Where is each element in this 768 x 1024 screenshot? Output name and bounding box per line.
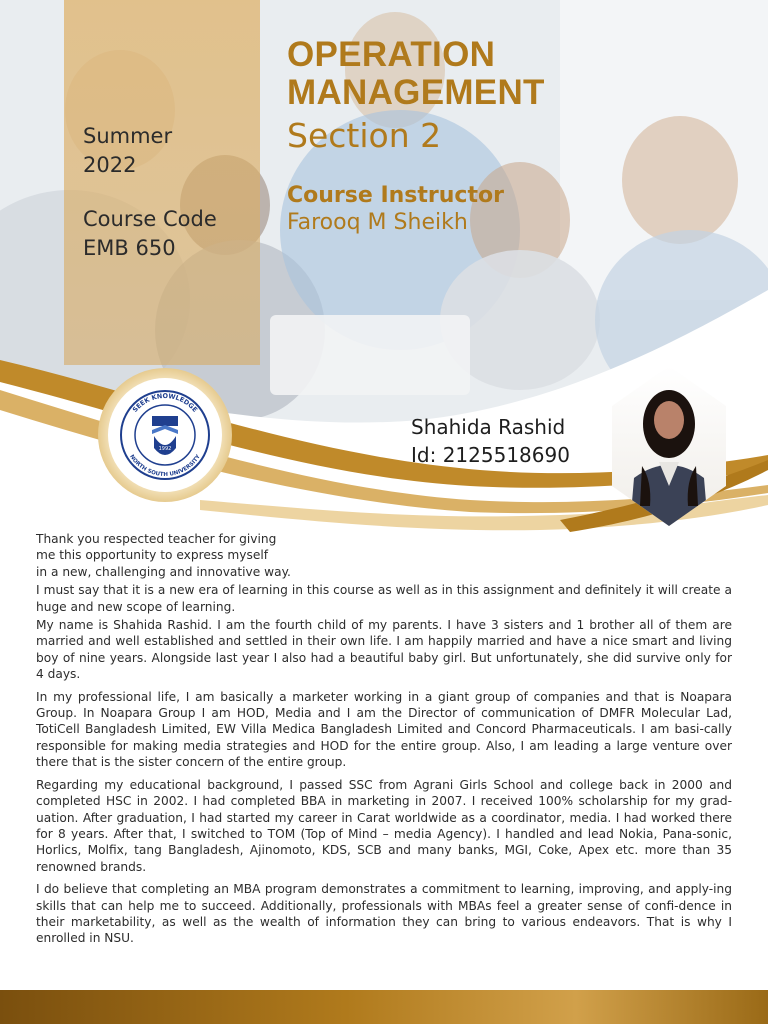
title-line-1: OPERATION (287, 35, 496, 74)
instructor-label: Course Instructor (287, 183, 504, 208)
svg-text:NORTH SOUTH UNIVERSITY: NORTH SOUTH UNIVERSITY (128, 453, 202, 479)
student-photo (612, 366, 726, 526)
intro-line: in a new, challenging and innovative way. (36, 564, 291, 579)
term: Summer (83, 124, 173, 148)
letter-body (36, 531, 732, 949)
section-label: Section 2 (287, 116, 442, 155)
paragraph-education: Regarding my educational background, I passed SSC from Agrani Girls School and college back in 2000 and completed HSC in 2002. I had completed BBA in marketing in 2007. I received 100% scholarship for my grad-uation. After graduation, I had started my career in Carat worldwide as a coordinator, media. I had worked there for 8 years. After that, I switched to TOM (Top of Mind – media Agency). I handled and lead Nokia, Pana-sonic, Horlics, Molfix, tang Bangladesh, Ajinomoto, KDS, SCB and many banks, MGI, Coke, Apex etc. more than 35 renowned brands. (36, 777, 732, 874)
portrait-icon (612, 366, 726, 526)
instructor-name: Farooq M Sheikh (287, 210, 468, 235)
title-line-2: MANAGEMENT (287, 73, 545, 112)
student-id: Id: 2125518690 (411, 443, 570, 467)
course-code-label: Course Code (83, 207, 217, 231)
paragraph-era: I must say that it is a new era of learning in this course as well as in this assignment and definitely it will create a huge and new scope of learning. (36, 583, 732, 614)
page-title (287, 36, 545, 112)
course-code: EMB 650 (83, 236, 176, 260)
intro-paragraph (36, 531, 306, 580)
university-logo (98, 368, 232, 502)
paragraph-professional: In my professional life, I am basically a marketer working in a giant group of companies and that is Noapara Group. In Noapara Group I am HOD, Media and I am the Director of communication of DMFR Molecular Lad, TotiCell Bangladesh Limited, EW Villa Medica Bangladesh Limited and Concord Pharmaceuticals. I am basi-cally responsible for making media strategies and HOD for the entire group. Also, I am leading a large venture over there that is the sister concern of the entire group. (36, 689, 732, 770)
course-meta (83, 122, 217, 263)
year: 2022 (83, 153, 137, 177)
svg-text:SEEK KNOWLEDGE: SEEK KNOWLEDGE (130, 391, 200, 414)
svg-text:1992: 1992 (158, 446, 172, 452)
paragraph-mba: I do believe that completing an MBA program demonstrates a commitment to learning, improving, and apply-ing skills that can help me to succeed. Additionally, professionals with MBAs feel a greater sense of confi-dence in their marketability, as well as the wealth of information they can bring to various endeavors. That is why I enrolled in NSU. (36, 882, 732, 946)
student-name: Shahida Rashid (411, 415, 566, 439)
paragraph-family: My name is Shahida Rashid. I am the fourth child of my parents. I have 3 sisters and 1 brother all of them are married and well established and settled in their own life. I am happily married and have a nice smart and living boy of nine years. Alongside last year I also had a beautiful baby girl. But unfortunately, she did survive only for 4 days. (36, 618, 732, 682)
footer-gold-bar (0, 990, 768, 1024)
intro-line: me this opportunity to express myself (36, 548, 268, 563)
intro-line: Thank you respected teacher for giving (36, 532, 277, 546)
nsu-seal-icon (108, 378, 222, 492)
student-info (411, 413, 570, 469)
